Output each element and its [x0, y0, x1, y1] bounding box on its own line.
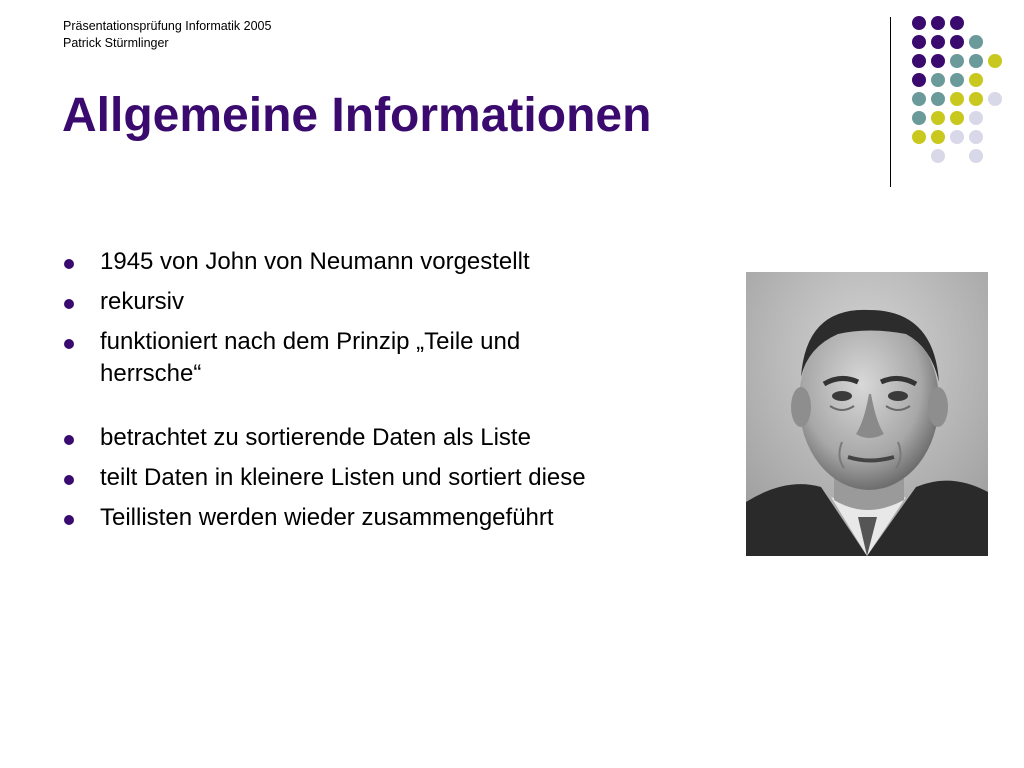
- decorative-dot: [969, 54, 983, 68]
- bullet-text: 1945 von John von Neumann vorgestellt: [100, 248, 530, 275]
- bullet-dot-icon: [64, 299, 74, 309]
- decorative-dot: [912, 92, 926, 106]
- bullet-dot-icon: [64, 339, 74, 349]
- decorative-dot: [950, 54, 964, 68]
- bullet-text: Teillisten werden wieder zusammengeführt: [100, 504, 554, 531]
- decorative-dot: [988, 54, 1002, 68]
- decorative-dot: [931, 92, 945, 106]
- bullet-dot-icon: [64, 515, 74, 525]
- decorative-dot: [969, 130, 983, 144]
- decorative-dot: [969, 92, 983, 106]
- decorative-dot-grid: [0, 0, 1024, 200]
- decorative-dot: [912, 35, 926, 49]
- portrait-illustration: [746, 272, 988, 556]
- decorative-dot: [912, 130, 926, 144]
- decorative-dot: [931, 149, 945, 163]
- bullet-dot-icon: [64, 435, 74, 445]
- bullet-item: [62, 502, 702, 534]
- decorative-dot: [931, 35, 945, 49]
- slide-title: Allgemeine Informationen: [62, 89, 652, 142]
- bullet-item: [62, 286, 702, 318]
- bullet-text: rekursiv: [100, 288, 185, 315]
- decorative-dot: [950, 92, 964, 106]
- header-line-course: Präsentationsprüfung Informatik 2005: [63, 19, 272, 33]
- decorative-dot: [969, 111, 983, 125]
- decorative-dot: [950, 16, 964, 30]
- decorative-divider-line: [890, 17, 891, 187]
- bullet-item: [62, 326, 620, 390]
- bullet-item: [62, 246, 702, 278]
- decorative-dot: [950, 73, 964, 87]
- decorative-dot: [912, 73, 926, 87]
- decorative-dot: [988, 92, 1002, 106]
- decorative-dot: [931, 54, 945, 68]
- decorative-dot: [912, 111, 926, 125]
- bullet-dot-icon: [64, 259, 74, 269]
- decorative-dot: [912, 54, 926, 68]
- decorative-dot: [912, 16, 926, 30]
- bullet-item: [62, 422, 702, 454]
- bullet-list: [62, 246, 702, 542]
- bullet-text: funktioniert nach dem Prinzip „Teile und herrsche“: [100, 328, 521, 387]
- decorative-dot: [969, 35, 983, 49]
- decorative-dot: [931, 130, 945, 144]
- decorative-dot: [969, 149, 983, 163]
- header-line-author: Patrick Stürmlinger: [63, 36, 169, 50]
- decorative-dot: [969, 73, 983, 87]
- portrait-photo: [746, 272, 988, 556]
- decorative-dot: [931, 16, 945, 30]
- decorative-dot: [931, 73, 945, 87]
- decorative-dot: [931, 111, 945, 125]
- decorative-dot: [950, 111, 964, 125]
- decorative-dot: [950, 130, 964, 144]
- bullet-dot-icon: [64, 475, 74, 485]
- bullet-text: teilt Daten in kleinere Listen und sortiert diese: [100, 464, 586, 491]
- bullet-item: [62, 462, 702, 494]
- decorative-dot: [950, 35, 964, 49]
- bullet-text: betrachtet zu sortierende Daten als Liste: [100, 424, 531, 451]
